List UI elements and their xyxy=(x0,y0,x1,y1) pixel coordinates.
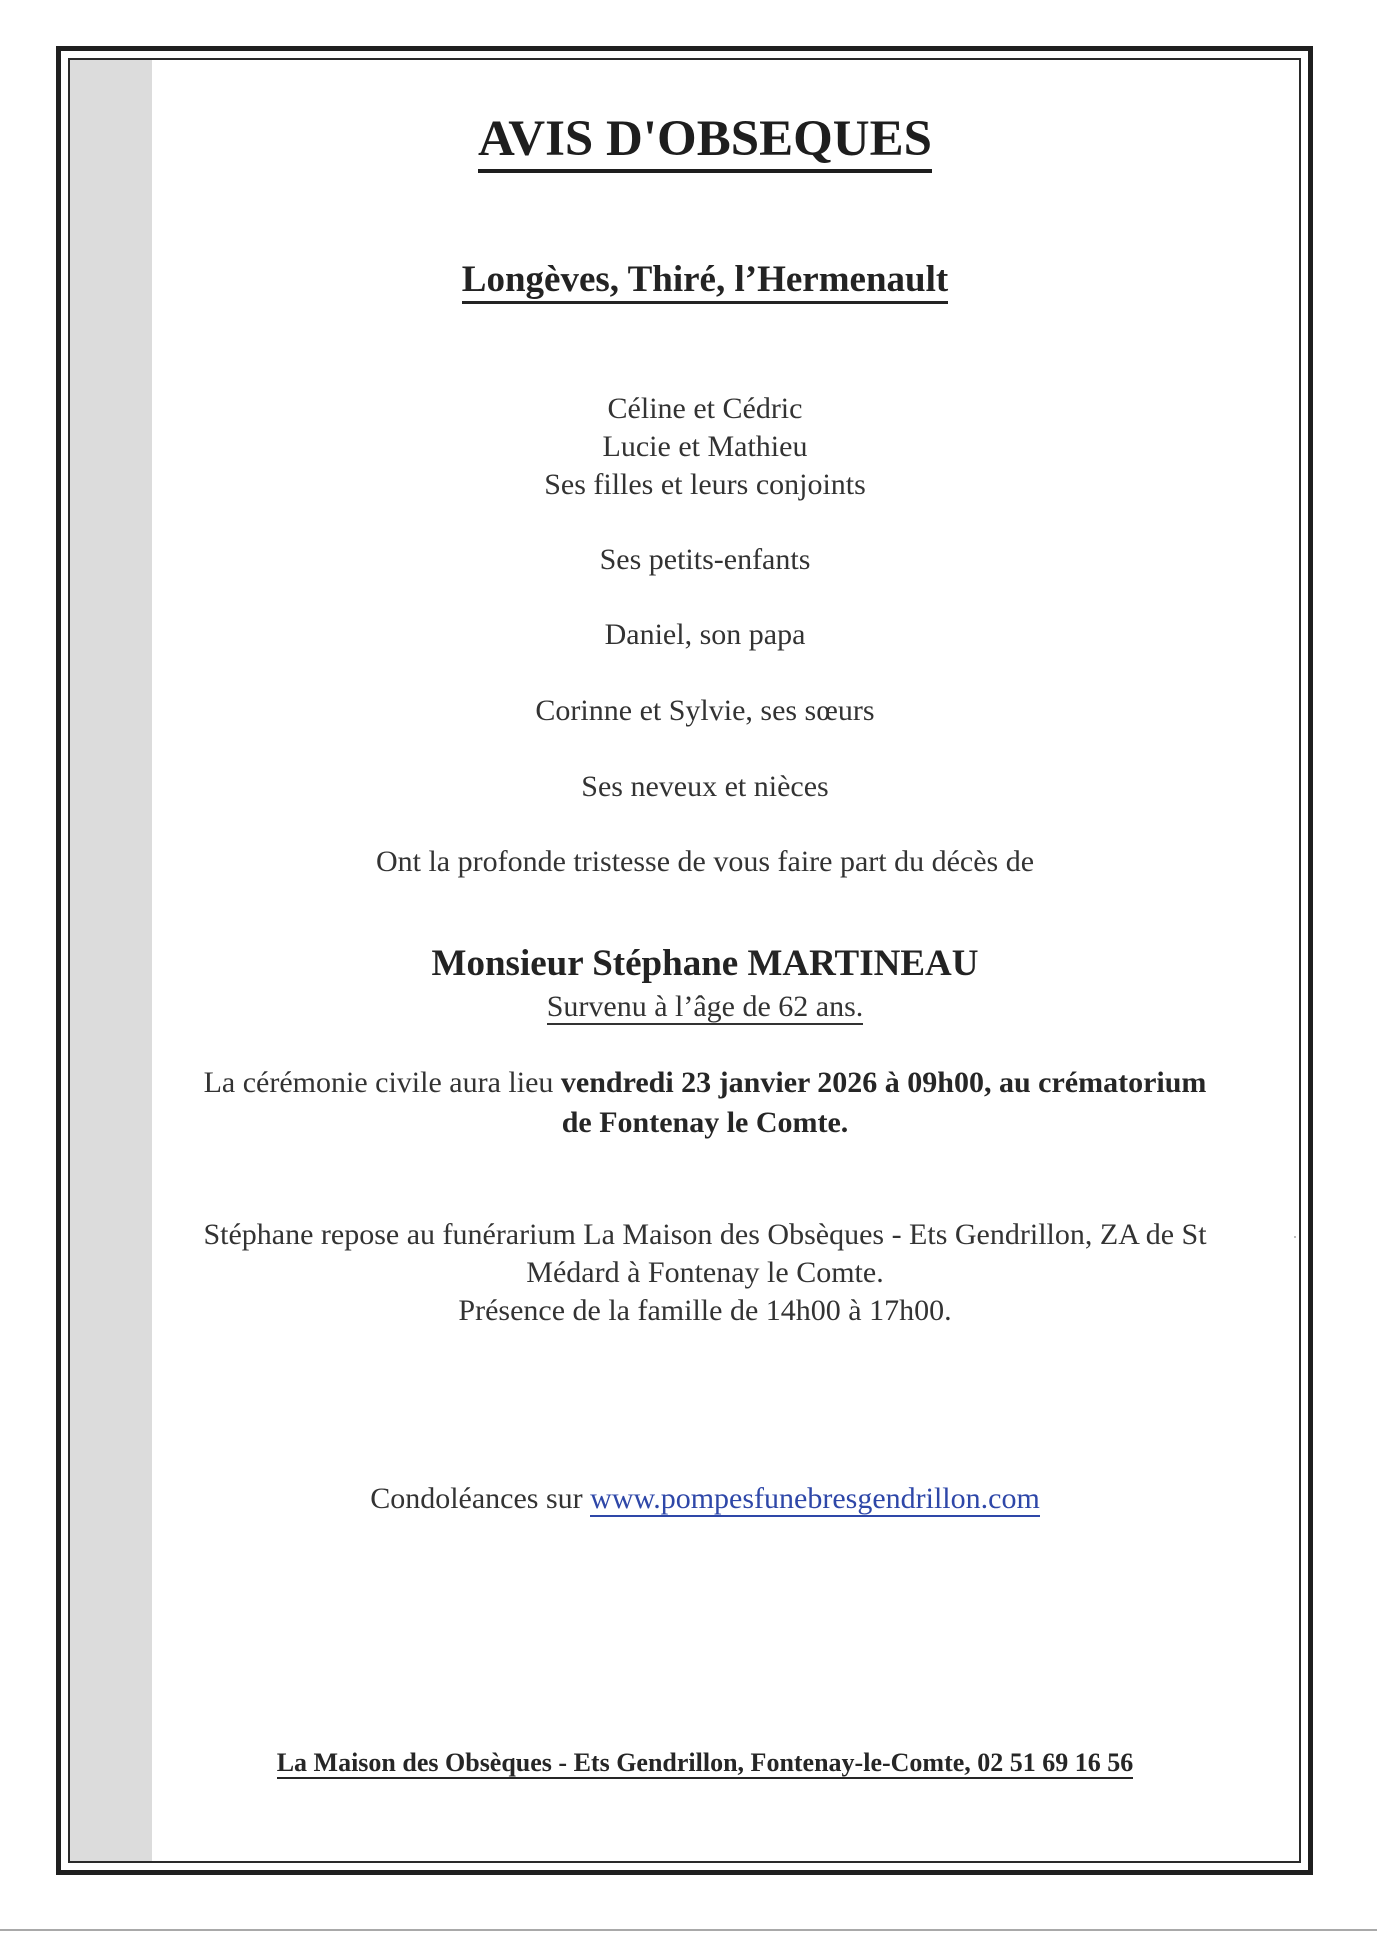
condolences-label: Condoléances sur xyxy=(370,1482,591,1515)
scan-speck xyxy=(1294,1236,1296,1238)
page-bottom-edge xyxy=(0,1929,1377,1931)
family-line-3: Ses filles et leurs conjoints xyxy=(544,468,866,501)
footer-contact: La Maison des Obsèques - Ets Gendrillon, Fontenay-le-Comte, 02 51 69 16 56 xyxy=(276,1748,1134,1777)
family-line-5: Daniel, son papa xyxy=(604,618,806,651)
condolences-line xyxy=(140,1482,1270,1516)
ceremony-line-1 xyxy=(140,1066,1270,1100)
ceremony-intro: La cérémonie civile aura lieu xyxy=(203,1066,561,1099)
notice-title: AVIS D'OBSEQUES xyxy=(140,110,1270,168)
family-line-2: Lucie et Mathieu xyxy=(602,430,808,463)
age-line: Survenu à l’âge de 62 ans. xyxy=(546,990,864,1023)
announcement-text: Ont la profonde tristesse de vous faire part du décès de xyxy=(375,845,1035,878)
deceased-name: Monsieur Stéphane MARTINEAU xyxy=(431,943,979,984)
family-line-6: Corinne et Sylvie, ses sœurs xyxy=(535,694,875,727)
ceremony-details: vendredi 23 janvier 2026 à 09h00, au crématorium xyxy=(560,1066,1207,1099)
family-line-7: Ses neveux et nièces xyxy=(581,770,829,803)
ceremony-line-2: de Fontenay le Comte. xyxy=(561,1106,849,1139)
rest-line-1: Stéphane repose au funérarium La Maison des Obsèques - Ets Gendrillon, ZA de St xyxy=(203,1218,1207,1251)
family-line-1: Céline et Cédric xyxy=(607,392,803,425)
condolences-link[interactable]: www.pompesfunebresgendrillon.com xyxy=(590,1482,1040,1515)
rest-line-3: Présence de la famille de 14h00 à 17h00. xyxy=(458,1294,952,1327)
places-heading: Longèves, Thiré, l’Hermenault xyxy=(140,258,1270,301)
rest-line-2: Médard à Fontenay le Comte. xyxy=(526,1256,884,1289)
family-line-4: Ses petits-enfants xyxy=(599,543,811,576)
